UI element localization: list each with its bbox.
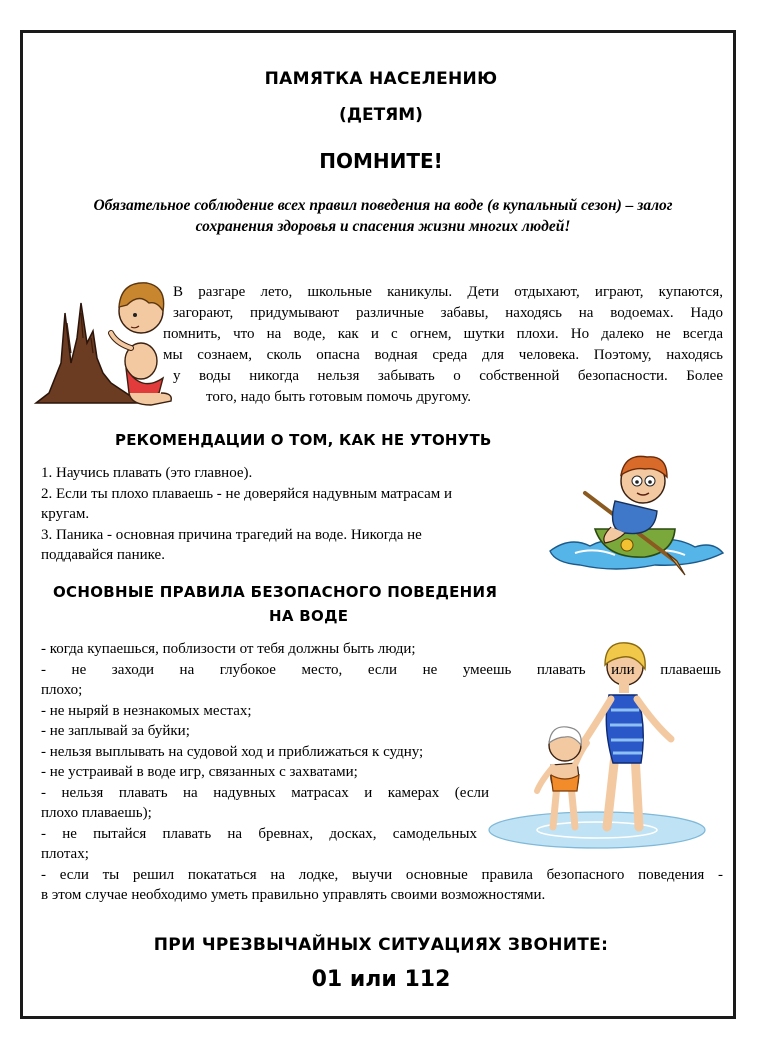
rules-heading-continued: НА ВОДЕ [269, 607, 349, 625]
boy-boat-illustration [545, 441, 725, 576]
boy-sandcastle-illustration [31, 243, 181, 413]
list-item: - когда купаешься, поблизости от тебя должны быть люди; [41, 641, 416, 657]
paragraph-line: В разгаре лето, школьные каникулы. Дети отдыхают, играют, купаются, [173, 284, 723, 300]
recommendations-list [41, 463, 452, 566]
memo-subtitle: (ДЕТЯМ) [339, 105, 423, 125]
list-item: кругам. [41, 506, 90, 522]
list-item: - не устраивай в воде игр, связанных с захватами; [41, 764, 358, 780]
list-item: - нельзя плавать на надувных матрасах и камерах (если [41, 784, 489, 801]
list-item: плохо плаваешь); [41, 805, 152, 821]
remember-heading: ПОМНИТЕ! [319, 149, 443, 173]
list-item: - не ныряй в незнакомых местах; [41, 702, 252, 719]
paragraph-line: помнить, что на воде, как и с огнем, шутки плохи. Но далеко не всегда [163, 326, 723, 342]
list-item: 2. Если ты плохо плаваешь - не доверяйся надувным матрасам и [41, 485, 453, 502]
paragraph-line: того, надо быть готовым помочь другому. [206, 389, 472, 405]
intro-statement: Обязательное соблюдение всех правил поведения на воде (в купальный сезон) – залог сохранения здоровья и спасения жизни многих людей! [93, 197, 673, 235]
list-item: - не пытайся плавать на бревнах, досках, самодельных [41, 825, 477, 842]
paragraph-line: у воды никогда нельзя забывать о собственной безопасности. Более [173, 368, 723, 384]
emergency-heading: ПРИ ЧРЕЗВЫЧАЙНЫХ СИТУАЦИЯХ ЗВОНИТЕ: [153, 935, 609, 955]
list-item: - нельзя выплывать на судовой ход и приближаться к судну; [41, 743, 424, 760]
list-item: 3. Паника - основная причина трагедий на воде. Никогда не [41, 526, 422, 543]
list-item: 1. Научись плавать (это главное). [41, 465, 253, 481]
memo-title: ПАМЯТКА НАСЕЛЕНИЮ [264, 69, 498, 89]
memo-frame [20, 30, 736, 1019]
recommendations-heading: РЕКОМЕНДАЦИИ О ТОМ, КАК НЕ УТОНУТЬ [115, 431, 492, 449]
paragraph-line: мы сознаем, сколь опасна водная среда для человека. Поэтому, находясь [163, 347, 723, 363]
list-item: поддавайся панике. [41, 547, 165, 563]
list-item: - не заходи на глубокое место, если не умеешь плавать или плаваешь [41, 661, 721, 678]
paragraph-line: загорают, придумывают различные забавы, находясь на водоемах. Надо [173, 305, 723, 321]
list-item: плотах; [41, 846, 89, 862]
emergency-phone-numbers: 01 или 112 [311, 967, 451, 992]
list-item: плохо; [41, 682, 83, 698]
rules-list [41, 639, 723, 906]
list-item: - если ты решил покататься на лодке, выучи основные правила безопасного поведения - [41, 866, 723, 883]
rules-heading: ОСНОВНЫЕ ПРАВИЛА БЕЗОПАСНОГО ПОВЕДЕНИЯ [53, 583, 498, 601]
list-item: в этом случае необходимо уметь правильно управлять своими возможностями. [41, 887, 546, 903]
list-item: - не заплывай за буйки; [41, 723, 190, 739]
